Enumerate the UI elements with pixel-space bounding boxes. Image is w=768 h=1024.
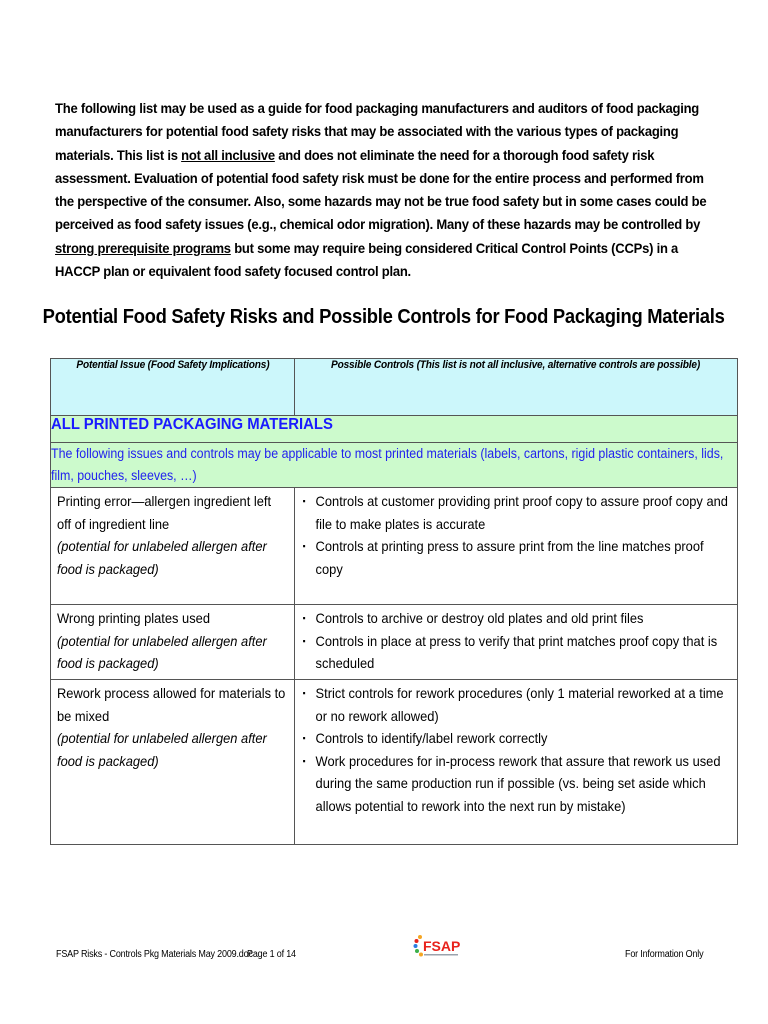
- bullet-icon: ▪: [302, 613, 306, 623]
- issue-text: Printing error—allergen ingredient left off of ingredient line: [57, 493, 272, 532]
- section-title: ALL PRINTED PACKAGING MATERIALS: [51, 416, 738, 443]
- footer-page-number: Page 1 of 14: [247, 949, 296, 960]
- table-header-row: [51, 359, 738, 416]
- section-description-row: [51, 443, 738, 488]
- control-item: ▪ Controls at printing press to assure print from the line matches proof copy: [299, 535, 730, 580]
- control-item: ▪ Controls in place at press to verify that print matches proof copy that is scheduled: [299, 630, 730, 675]
- intro-paragraph: [55, 97, 717, 283]
- issue-implication: (potential for unlabeled allergen after food is packaged): [57, 730, 267, 769]
- section-description: The following issues and controls may be applicable to most printed materials (labels, cartons, rigid plastic containers, lids, film, pouches, sleeves, …): [51, 443, 738, 488]
- issue-cell: [51, 680, 295, 845]
- issue-implication: (potential for unlabeled allergen after food is packaged): [57, 632, 267, 671]
- bullet-icon: ▪: [302, 541, 306, 551]
- controls-cell: [295, 488, 738, 605]
- issue-cell: [51, 605, 295, 680]
- intro-text-3: but some may require being considered Critical Control Points (CCPs) in a HACCP plan or equivalent food safety focused control plan.: [55, 239, 679, 280]
- bullet-icon: ▪: [302, 688, 306, 698]
- intro-underline-1: not all inclusive: [181, 146, 275, 163]
- table-row: [51, 680, 738, 845]
- controls-cell: [295, 680, 738, 845]
- fsap-logo-icon: [412, 933, 464, 959]
- issue-text: Wrong printing plates used: [57, 610, 210, 626]
- control-item: ▪ Controls at customer providing print proof copy to assure proof copy and file to make plates is accurate: [299, 490, 730, 535]
- control-item: ▪ Work procedures for in-process rework that assure that rework us used during the same production run if possible (vs. being set aside which allows potential to rework into the next run by mistake): [299, 750, 730, 818]
- table-row: [51, 605, 738, 680]
- control-item: ▪ Controls to archive or destroy old plates and old print files: [299, 607, 730, 630]
- controls-cell: [295, 605, 738, 680]
- intro-underline-2: strong prerequisite programs: [55, 239, 231, 256]
- controls-list: [299, 682, 730, 817]
- risk-controls-table: [50, 358, 738, 845]
- column-header-controls: Possible Controls (This list is not all inclusive, alternative controls are possible): [295, 359, 738, 416]
- logo-text: FSAP: [423, 938, 461, 954]
- issue-text: Rework process allowed for materials to be mixed: [57, 685, 286, 724]
- intro-text-1: The following list may be used as a guide for food packaging manufacturers and auditors of food packaging manufacturers for potential food safety risks that may be associated with the various types of packaging materials. This list is: [55, 100, 700, 163]
- document-title: Potential Food Safety Risks and Possible Controls for Food Packaging Materials: [43, 306, 725, 328]
- footer-document-name: FSAP Risks - Controls Pkg Materials May 2009.doc: [56, 949, 253, 960]
- intro-text-2: and does not eliminate the need for a thorough food safety risk assessment. Evaluation of potential food safety risk must be done for the entire process and performed from the perspective of the consumer. Also, some hazards may not be true food safety but in some cases could be perceived as food safety issues (e.g., chemical odor migration). Many of these hazards may be controlled by: [55, 146, 707, 233]
- column-header-issue: Potential Issue (Food Safety Implications): [51, 359, 295, 416]
- issue-cell: [51, 488, 295, 605]
- footer-info-label: For Information Only: [625, 949, 704, 960]
- bullet-icon: ▪: [302, 755, 306, 766]
- bullet-icon: ▪: [302, 635, 306, 646]
- bullet-icon: ▪: [302, 496, 306, 506]
- bullet-icon: ▪: [302, 733, 306, 743]
- control-item: ▪ Strict controls for rework procedures (only 1 material reworked at a time or no rework allowed): [299, 682, 730, 727]
- controls-list: [299, 490, 730, 580]
- section-title-row: [51, 416, 738, 443]
- issue-implication: (potential for unlabeled allergen after food is packaged): [57, 538, 267, 577]
- controls-list: [299, 607, 730, 675]
- table-row: [51, 488, 738, 605]
- control-item: ▪ Controls to identify/label rework correctly: [299, 727, 730, 750]
